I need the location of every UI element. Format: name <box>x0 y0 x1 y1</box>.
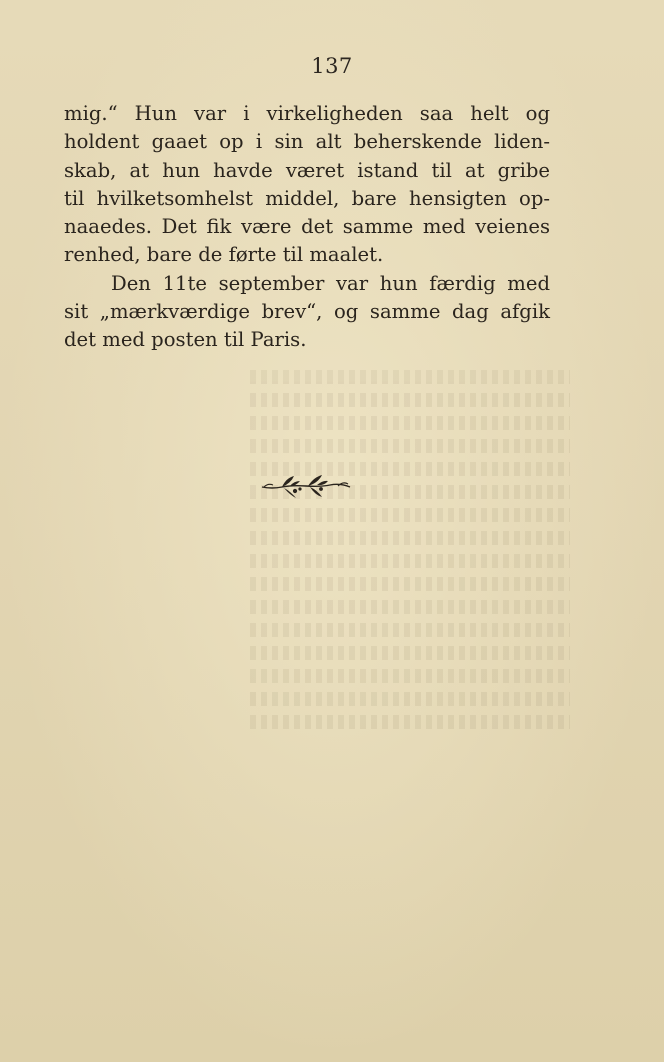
text-line: skab, at hun havde været istand til at gribe <box>64 158 550 182</box>
paragraph-1 <box>64 100 550 270</box>
text-line: sit „mærkværdige brev“, og samme dag afgik <box>64 300 550 324</box>
paragraph-2 <box>64 270 550 355</box>
body-text <box>64 100 550 355</box>
text-line: det med posten til Paris. <box>64 328 307 352</box>
page-number: 137 <box>311 54 353 78</box>
text-line: renhed, bare de førte til maalet. <box>64 243 384 267</box>
text-line: Den 11te september var hun færdig med <box>111 271 550 295</box>
text-line: holdent gaaet op i sin alt beherskende liden- <box>64 130 550 154</box>
text-line: naaedes. Det fik være det samme med veienes <box>64 215 550 239</box>
text-line: til hvilketsomhelst middel, bare hensigten op- <box>64 186 550 210</box>
leaf-sprig-ornament-icon <box>260 468 352 504</box>
show-through-text <box>250 370 570 970</box>
text-line: mig.“ Hun var i virkeligheden saa helt og <box>64 102 550 125</box>
